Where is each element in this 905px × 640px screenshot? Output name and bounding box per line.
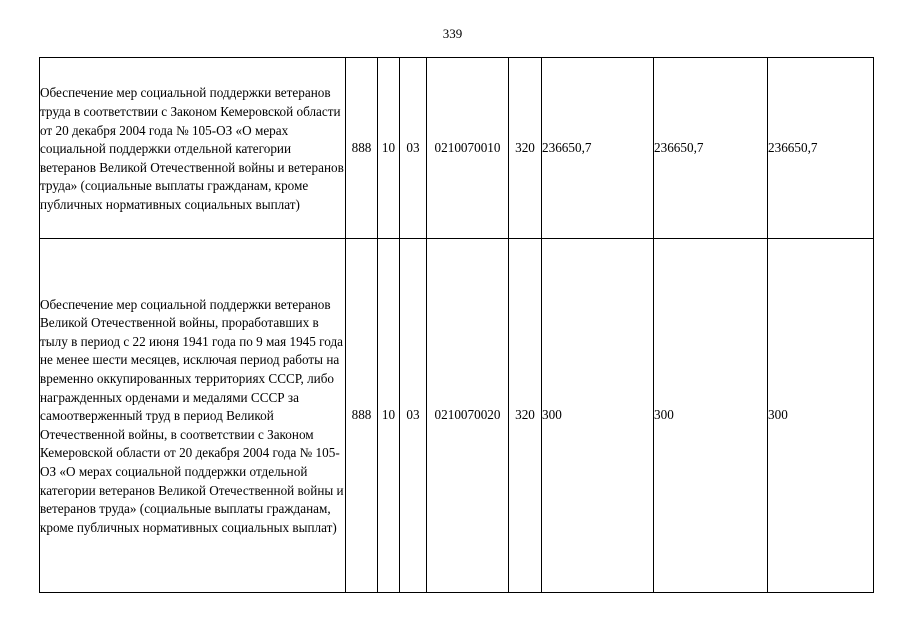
subsection-code: 03 [400,58,427,239]
row-description: Обеспечение мер социальной поддержки ветеранов Великой Отечественной войны, проработавших в тылу в период с 22 июня 1941 года по 9 мая 1945 года не менее шести месяцев, исключая период работы на временно оккупированных территориях СССР, либо награжденных орденами и медалями СССР за самоотверженный труд в период Великой Отечественной войны, в соответствии с Законом Кемеровской области от 20 декабря 2004 года № 105-ОЗ «О мерах социальной поддержки отдельной категории ветеранов Великой Отечественной войны и ветеранов труда» (социальные выплаты гражданам, кроме публичных нормативных социальных выплат) [40,239,346,593]
expense-type-code: 320 [509,58,542,239]
amount-year-2: 236650,7 [654,58,768,239]
amount-year-2: 300 [654,239,768,593]
section-code: 10 [378,58,400,239]
amount-year-1: 300 [542,239,654,593]
amount-year-3: 236650,7 [768,58,874,239]
page-number: 339 [442,26,463,41]
ministry-code: 888 [346,239,378,593]
subsection-code: 03 [400,239,427,593]
table-row [40,58,874,239]
amount-year-3: 300 [768,239,874,593]
budget-table [39,57,874,593]
target-article-code: 0210070020 [427,239,509,593]
target-article-code: 0210070010 [427,58,509,239]
section-code: 10 [378,239,400,593]
table-row [40,239,874,593]
expense-type-code: 320 [509,239,542,593]
row-description: Обеспечение мер социальной поддержки ветеранов труда в соответствии с Законом Кемеровской области от 20 декабря 2004 года № 105-ОЗ «О мерах социальной поддержки отдельной категории ветеранов Великой Отечественной войны и ветеранов труда» (социальные выплаты гражданам, кроме публичных нормативных социальных выплат) [40,58,346,239]
ministry-code: 888 [346,58,378,239]
amount-year-1: 236650,7 [542,58,654,239]
